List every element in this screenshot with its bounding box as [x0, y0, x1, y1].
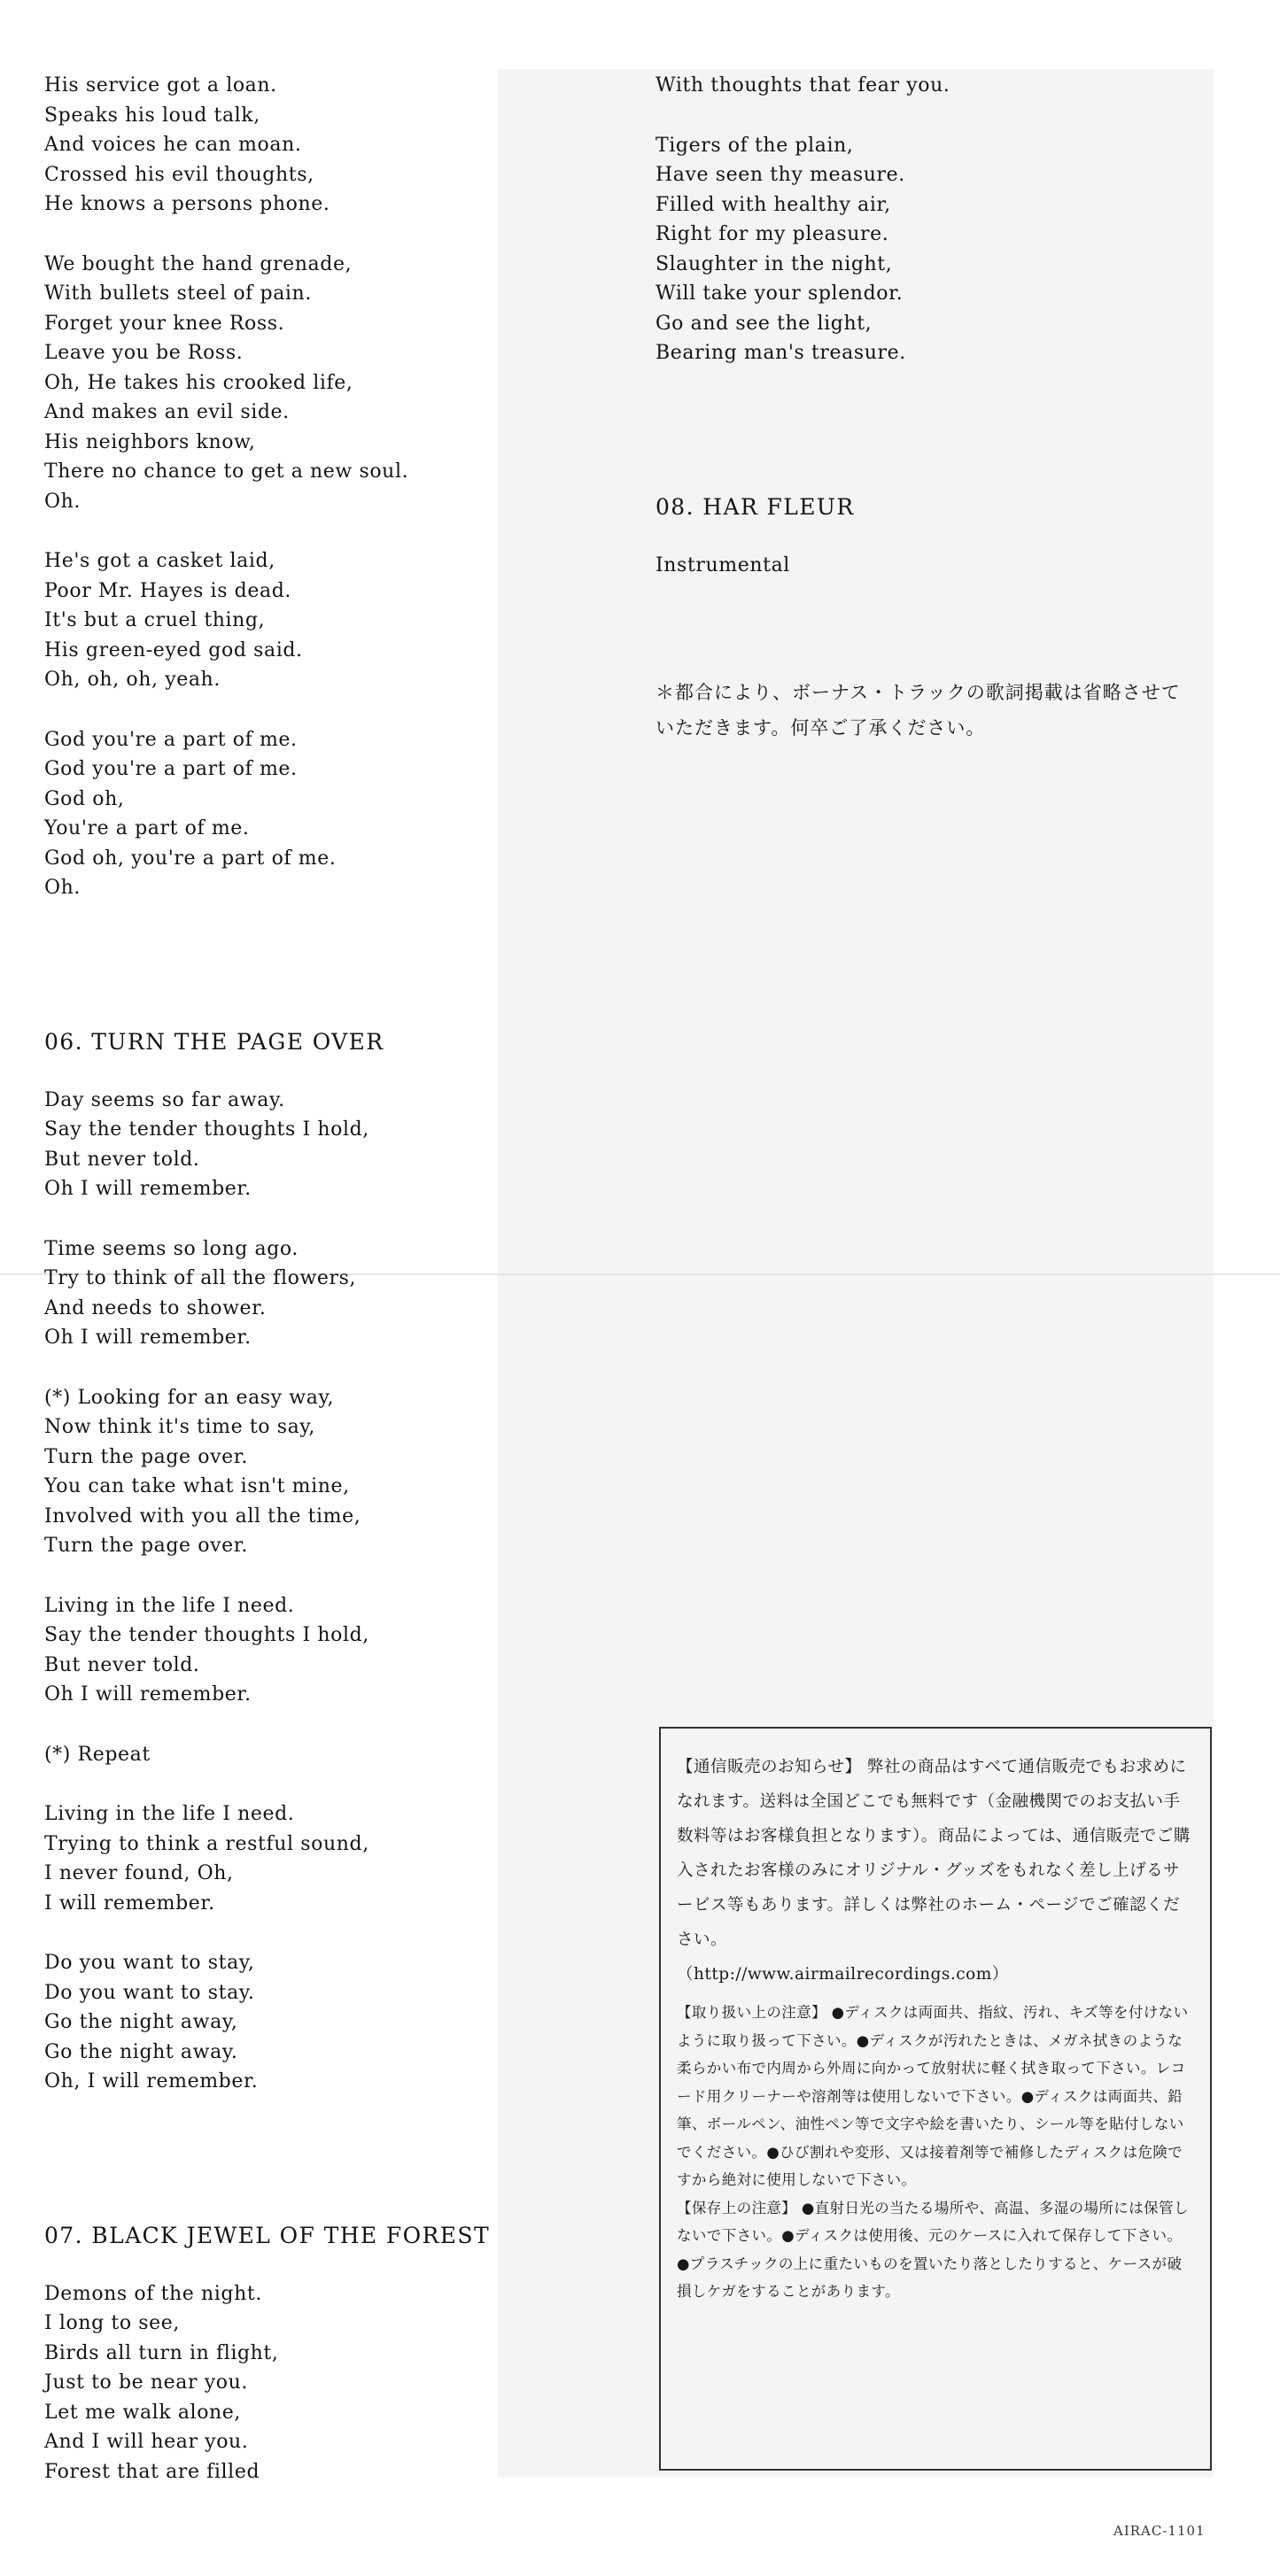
lyric-line: You can take what isn't mine,	[44, 1475, 350, 1497]
lyric-line: You're a part of me.	[44, 817, 250, 839]
lyric-line: Oh I will remember.	[44, 1178, 252, 1200]
lyric-line: (*) Looking for an easy way,	[44, 1386, 335, 1409]
lyric-line: Oh I will remember.	[44, 1683, 252, 1706]
storage-notice: 【保存上の注意】 ●直射日光の当たる場所や、高温、多湿の場所には保管しないで下さい。●ディスクは使用後、元のケースに入れて保存して下さい。●プラスチックの上に重たいものを置いたり落としたりすると、ケースが破損しケガをすることがあります。	[677, 2199, 1189, 2300]
track-07-lyrics	[44, 2279, 523, 2487]
lyric-line: We bought the hand grenade,	[44, 252, 353, 275]
lyric-line: Living in the life I need.	[44, 1803, 295, 1825]
lyric-line: Slaughter in the night,	[656, 252, 893, 275]
lyric-line: Turn the page over.	[44, 1535, 249, 1557]
lyric-line: Living in the life I need.	[44, 1594, 295, 1617]
lyric-line: It's but a cruel thing,	[44, 609, 266, 631]
lyric-line: His service got a loan.	[44, 74, 277, 97]
lyric-line: Poor Mr. Hayes is dead.	[44, 579, 291, 602]
lyric-line: Now think it's time to say,	[44, 1416, 316, 1438]
lyric-line: Oh I will remember.	[44, 1327, 252, 1349]
lyric-line: Try to think of all the flowers,	[44, 1267, 357, 1289]
lyric-line: Trying to think a restful sound,	[44, 1832, 369, 1855]
lyric-line: His neighbors know,	[44, 430, 256, 453]
lyric-line: God you're a part of me.	[44, 758, 298, 780]
lyric-line: Oh, He takes his crooked life,	[44, 371, 353, 394]
track-08-title: 08. HAR FLEUR	[656, 493, 855, 520]
bonus-track-note: ＊都合により、ボーナス・トラックの歌詞掲載は省略させていただきます。何卒ご了承ください。	[656, 682, 1181, 739]
lyric-line: There no chance to get a new soul.	[44, 460, 409, 483]
lyric-line: I never found, Oh,	[44, 1862, 234, 1884]
lyric-line: Tigers of the plain,	[656, 134, 854, 157]
stanza	[44, 1086, 523, 1204]
lyric-line: Oh, I will remember.	[44, 2070, 259, 2093]
mail-order-text: 【通信販売のお知らせ】 弊社の商品はすべて通信販売でもお求めになれます。送料は全国どこでも無料です（金融機関でのお支払い手数料等はお客様負担となります）。商品によっては、通信販売でご購入されたお客様のみにオリジナル・グッズをもれなく差し上げるサービス等もあります。詳しくは弊社のホーム・ページでご確認ください。	[677, 1758, 1191, 1949]
lyric-line: Say the tender thoughts I hold,	[44, 1118, 369, 1141]
lyric-line: Time seems so long ago.	[44, 1237, 299, 1260]
lyric-line: Do you want to stay,	[44, 1952, 255, 1974]
stanza	[656, 71, 1222, 101]
lyric-line: Do you want to stay.	[44, 1981, 255, 2004]
lyric-line: Go the night away.	[44, 2040, 238, 2063]
track-08-subtitle: Instrumental	[656, 553, 790, 576]
stanza	[44, 1948, 523, 2097]
lyric-line: Oh, oh, oh, yeah.	[44, 669, 221, 691]
lyric-line: I long to see,	[44, 2312, 181, 2334]
notice-box	[659, 1727, 1212, 2471]
website-url: （http://www.airmailrecordings.com）	[677, 1965, 1009, 1984]
stanza	[44, 1799, 523, 1918]
lyric-line: God you're a part of me.	[44, 728, 298, 751]
lyric-line: Bearing man's treasure.	[656, 342, 906, 364]
lyric-line: Oh.	[44, 877, 81, 899]
lyrics-continued	[44, 71, 523, 903]
lyric-line: I will remember.	[44, 1891, 215, 1915]
lyric-line: Have seen thy measure.	[656, 164, 905, 186]
lyric-line: (*) Repeat	[44, 1743, 151, 1766]
right-column	[656, 71, 1222, 580]
lyric-line: And I will hear you.	[44, 2431, 249, 2453]
lyric-line: He knows a persons phone.	[44, 193, 330, 215]
lyric-line: Speaks his loud talk,	[44, 104, 260, 127]
lyric-line: Right for my pleasure.	[656, 223, 889, 245]
lyric-line: God oh,	[44, 787, 125, 810]
handling-notice: 【取り扱い上の注意】 ●ディスクは両面共、指紋、汚れ、キズ等を付けないように取り扱って下さい。●ディスクが汚れたときは、メガネ拭きのような柔らかい布で内周から外周に向かって放射状に軽く拭き取って下さい。レコード用クリーナーや溶剤等は使用しないで下さい。●ディスクは両面共、鉛筆、ボールペン、油性ペン等で文字や絵を書いたり、シール等を貼付しないでください。●ひび割れや変形、又は接着剤等で補修したディスクは危険ですから絶対に使用しないで下さい。	[677, 2004, 1189, 2188]
lyric-line: Go the night away,	[44, 2011, 238, 2033]
lyric-line: Day seems so far away.	[44, 1088, 285, 1111]
stanza	[44, 1234, 523, 1353]
catalog-number: AIRAC-1101	[1113, 2523, 1206, 2539]
lyric-line: Crossed his evil thoughts,	[44, 163, 314, 186]
lyric-line: He's got a casket laid,	[44, 550, 275, 572]
lyric-line: And voices he can moan.	[44, 134, 302, 156]
lyric-line: Oh.	[44, 490, 81, 513]
lyric-line: With bullets steel of pain.	[44, 282, 312, 305]
lyric-line: Forest that are filled	[44, 2460, 260, 2483]
lyric-line: But never told.	[44, 1653, 200, 1676]
lyric-line: And needs to shower.	[44, 1296, 267, 1319]
lyric-line: Turn the page over.	[44, 1445, 249, 1468]
stanza	[656, 131, 1222, 368]
stanza	[44, 725, 523, 903]
lyrics-continued-right	[656, 71, 1222, 368]
mail-order-notice	[677, 1750, 1194, 1992]
lyric-line: Forget your knee Ross.	[44, 312, 285, 335]
lyric-line: And makes an evil side.	[44, 401, 290, 423]
track-06-lyrics	[44, 1086, 523, 2097]
lyric-line: With thoughts that fear you.	[656, 74, 950, 97]
track-06-title: 06. TURN THE PAGE OVER	[44, 1028, 384, 1055]
lyric-line: God oh, you're a part of me.	[44, 847, 337, 870]
stanza	[44, 1383, 523, 1561]
lyric-line: Birds all turn in flight,	[44, 2341, 279, 2364]
lyric-line: Will take your splendor.	[656, 282, 904, 305]
left-column	[44, 71, 523, 2517]
stanza	[44, 1740, 523, 1770]
stanza	[44, 546, 523, 695]
stanza	[44, 1591, 523, 1710]
lyric-line: Involved with you all the time,	[44, 1505, 361, 1528]
stanza	[44, 2279, 523, 2487]
track-07-title: 07. BLACK JEWEL OF THE FOREST	[44, 2222, 491, 2248]
lyric-line: Let me walk alone,	[44, 2401, 242, 2424]
lyric-line: Leave you be Ross.	[44, 342, 244, 364]
lyric-line: Filled with healthy air,	[656, 193, 891, 216]
lyric-line: Say the tender thoughts I hold,	[44, 1624, 369, 1646]
lyric-line: Demons of the night.	[44, 2282, 262, 2305]
lyric-line: Go and see the light,	[656, 312, 873, 335]
stanza	[44, 250, 523, 517]
stanza	[44, 71, 523, 220]
lyric-line: But never told.	[44, 1148, 200, 1171]
lyric-line: Just to be near you.	[44, 2371, 248, 2394]
lyric-line: His green-eyed god said.	[44, 638, 303, 661]
